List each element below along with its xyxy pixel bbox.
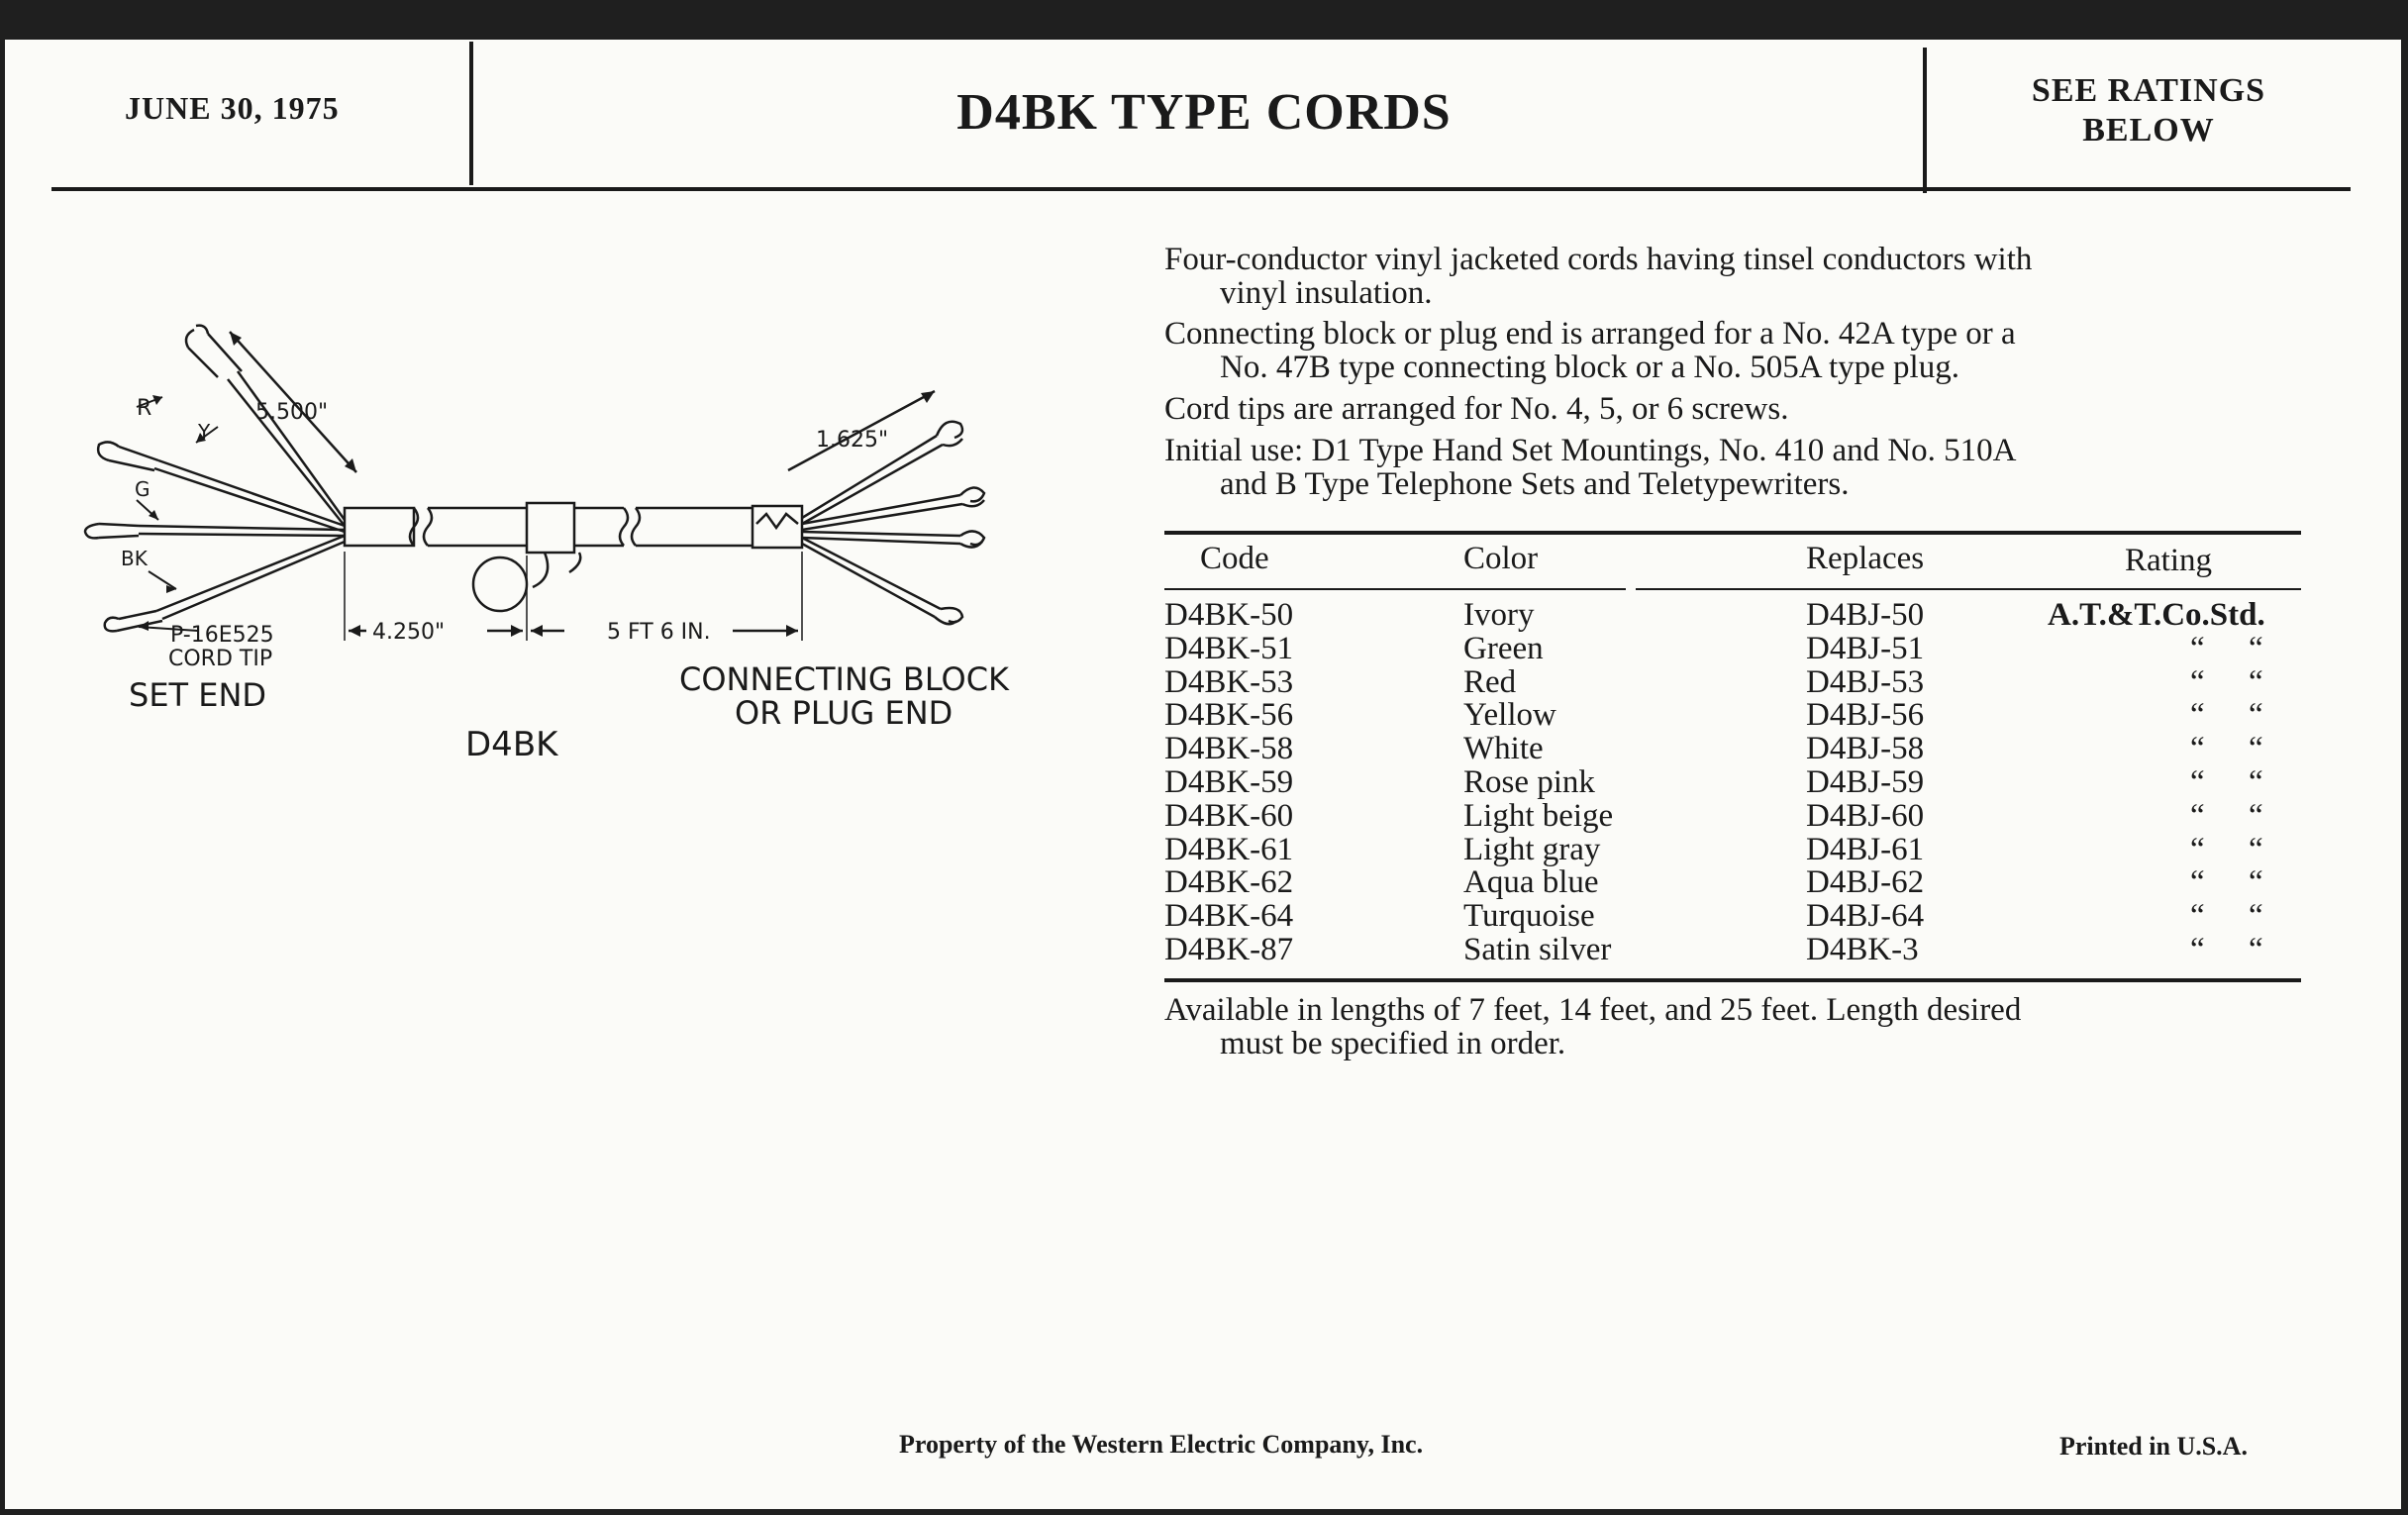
- cord-drawing: [79, 312, 1030, 787]
- cell-replaces: D4BJ-50: [1806, 597, 1925, 633]
- table-top-rule: [1164, 531, 2301, 535]
- availability-line1: Available in lengths of 7 feet, 14 feet, and 25 feet. Length desired: [1164, 992, 2022, 1028]
- table-row: [1164, 933, 2303, 966]
- table-row: [1164, 732, 2303, 765]
- lead-yellow: [154, 460, 345, 532]
- cell-replaces: D4BK-3: [1806, 932, 1919, 967]
- cell-color: Turquoise: [1463, 898, 1595, 935]
- description-initial-use-line2: and B Type Telephone Sets and Teletypewriters.: [1220, 466, 1850, 502]
- block-end-marking: [756, 514, 798, 528]
- sleeve: [345, 508, 414, 546]
- table-row: [1164, 665, 2303, 699]
- lead-black: [156, 536, 345, 619]
- block-end-label-line1: CONNECTING BLOCK: [679, 660, 1010, 698]
- cell-rating: “: [2190, 663, 2205, 700]
- lead-block-4: [802, 538, 941, 617]
- table-row: [1164, 698, 2303, 732]
- cell-rating-ditto: “: [2249, 630, 2263, 666]
- block-end-label-line2: OR PLUG END: [735, 694, 953, 732]
- cell-color: Yellow: [1463, 697, 1556, 734]
- cell-color: Green: [1463, 630, 1544, 666]
- cord-diagram: [79, 312, 1030, 787]
- cell-color: Ivory: [1463, 597, 1535, 633]
- table-header-replaces: Replaces: [1806, 541, 1925, 576]
- dim-block-tip-label: 1.625": [816, 428, 889, 453]
- table-row: [1164, 799, 2303, 833]
- description-initial-use-line1: Initial use: D1 Type Hand Set Mountings, No. 410 and No. 510A: [1164, 433, 2017, 468]
- lead-bk-label: BK: [121, 547, 148, 570]
- description-cord-tips-line: Cord tips are arranged for No. 4, 5, or 6 screws.: [1164, 391, 1789, 427]
- lead-y-label: Y: [198, 420, 211, 444]
- availability-note: [1164, 993, 2301, 1060]
- cell-replaces: D4BJ-64: [1806, 898, 1925, 935]
- footer-property: Property of the Western Electric Company, Inc.: [899, 1430, 1424, 1459]
- cell-rating: A.T.&T.Co.Std.: [2048, 597, 2265, 633]
- cell-rating-ditto: “: [2249, 932, 2263, 967]
- cell-code: D4BK-53: [1164, 663, 1294, 700]
- cell-rating: “: [2190, 797, 2205, 834]
- cell-rating: “: [2190, 697, 2205, 734]
- cell-rating: “: [2190, 630, 2205, 666]
- set-end-label: SET END: [129, 676, 267, 714]
- cell-replaces: D4BJ-59: [1806, 764, 1925, 800]
- table-bottom-rule: [1164, 978, 2301, 982]
- table-row: [1164, 632, 2303, 665]
- cell-rating-ditto: “: [2249, 831, 2263, 867]
- cell-code: D4BK-51: [1164, 630, 1294, 666]
- description-connecting-end-line1: Connecting block or plug end is arranged for a No. 42A type or a: [1164, 316, 2016, 352]
- cell-replaces: D4BJ-51: [1806, 630, 1925, 666]
- cell-color: Light beige: [1463, 797, 1614, 834]
- header-divider-left: [469, 42, 473, 185]
- table-row: [1164, 765, 2303, 799]
- cell-code: D4BK-61: [1164, 831, 1294, 867]
- card-title: D4BK TYPE CORDS: [956, 84, 1452, 141]
- table-header-color: Color: [1463, 541, 1539, 576]
- cell-replaces: D4BJ-61: [1806, 831, 1925, 867]
- availability-line2: must be specified in order.: [1220, 1026, 1566, 1061]
- cell-rating-ditto: “: [2249, 898, 2263, 935]
- rating-note-line2: BELOW: [2082, 112, 2215, 149]
- cell-replaces: D4BJ-58: [1806, 731, 1925, 767]
- cell-rating-ditto: “: [2249, 731, 2263, 767]
- cell-color: Aqua blue: [1463, 864, 1599, 901]
- lead-green: [139, 526, 345, 536]
- lead-block-3: [802, 532, 960, 544]
- cell-code: D4BK-59: [1164, 764, 1294, 800]
- cord-clip: [527, 503, 574, 553]
- cell-rating-ditto: “: [2249, 864, 2263, 901]
- cell-rating-ditto: “: [2249, 797, 2263, 834]
- table-header-rule-right: [1636, 588, 2301, 590]
- cord-segment-right: [636, 508, 752, 546]
- lead-r-label: R: [137, 396, 152, 421]
- cell-rating: “: [2190, 731, 2205, 767]
- cord-segment-mid: [574, 508, 624, 546]
- cell-rating-ditto: “: [2249, 764, 2263, 800]
- cell-code: D4BK-87: [1164, 932, 1294, 967]
- description-conductors-line1: Four-conductor vinyl jacketed cords having tinsel conductors with: [1164, 242, 2033, 277]
- cell-color: Satin silver: [1463, 932, 1612, 967]
- tip-label: CORD TIP: [168, 647, 273, 671]
- rating-note: [1970, 71, 2327, 151]
- cell-code: D4BK-58: [1164, 731, 1294, 767]
- cell-code: D4BK-62: [1164, 864, 1294, 901]
- cell-code: D4BK-50: [1164, 597, 1294, 633]
- cell-replaces: D4BJ-62: [1806, 864, 1925, 901]
- rating-note-line1: SEE RATINGS: [2031, 72, 2266, 109]
- table-row: [1164, 598, 2303, 632]
- table-row: [1164, 865, 2303, 899]
- cord-name-label: D4BK: [465, 725, 558, 764]
- cell-rating: “: [2190, 864, 2205, 901]
- description-connecting-end: [1164, 317, 2301, 384]
- cell-rating-ditto: “: [2249, 663, 2263, 700]
- cell-color: White: [1463, 731, 1544, 767]
- cell-rating-ditto: “: [2249, 697, 2263, 734]
- cell-code: D4BK-56: [1164, 697, 1294, 734]
- dim-length-label: 5 FT 6 IN.: [607, 620, 711, 645]
- cell-replaces: D4BJ-60: [1806, 797, 1925, 834]
- cell-rating: “: [2190, 831, 2205, 867]
- card-date: JUNE 30, 1975: [125, 90, 340, 126]
- lead-block-2: [802, 495, 962, 530]
- cord-hook: [473, 557, 527, 611]
- description-conductors-line2: vinyl insulation.: [1220, 275, 1433, 311]
- cell-color: Rose pink: [1463, 764, 1595, 800]
- table-row: [1164, 833, 2303, 866]
- cell-color: Red: [1463, 663, 1517, 700]
- tip-part-label: P-16E525: [170, 623, 274, 648]
- footer-printed: Printed in U.S.A.: [2059, 1432, 2248, 1461]
- description-connecting-end-line2: No. 47B type connecting block or a No. 505A type plug.: [1220, 350, 1959, 385]
- cell-rating: “: [2190, 932, 2205, 967]
- description-conductors: [1164, 243, 2301, 310]
- lead-g-label: G: [135, 477, 150, 501]
- description-cord-tips: [1164, 392, 2301, 426]
- cell-rating: “: [2190, 764, 2205, 800]
- cell-code: D4BK-64: [1164, 898, 1294, 935]
- table-header-rating: Rating: [2125, 543, 2212, 578]
- table-header-rule-left: [1164, 588, 1626, 590]
- cord-segment-left: [428, 508, 515, 546]
- cell-rating: “: [2190, 898, 2205, 935]
- header-rule: [51, 187, 2351, 191]
- cord-break-right: [620, 508, 640, 546]
- dim-tip-label: 5.500": [255, 400, 329, 425]
- cell-replaces: D4BJ-56: [1806, 697, 1925, 734]
- dim-sleeve-label: 4.250": [372, 620, 446, 645]
- cell-color: Light gray: [1463, 831, 1601, 867]
- table-row: [1164, 899, 2303, 933]
- description-initial-use: [1164, 434, 2301, 501]
- cell-code: D4BK-60: [1164, 797, 1294, 834]
- cell-replaces: D4BJ-53: [1806, 663, 1925, 700]
- table-header-code: Code: [1200, 541, 1269, 576]
- header-divider-right: [1923, 48, 1927, 193]
